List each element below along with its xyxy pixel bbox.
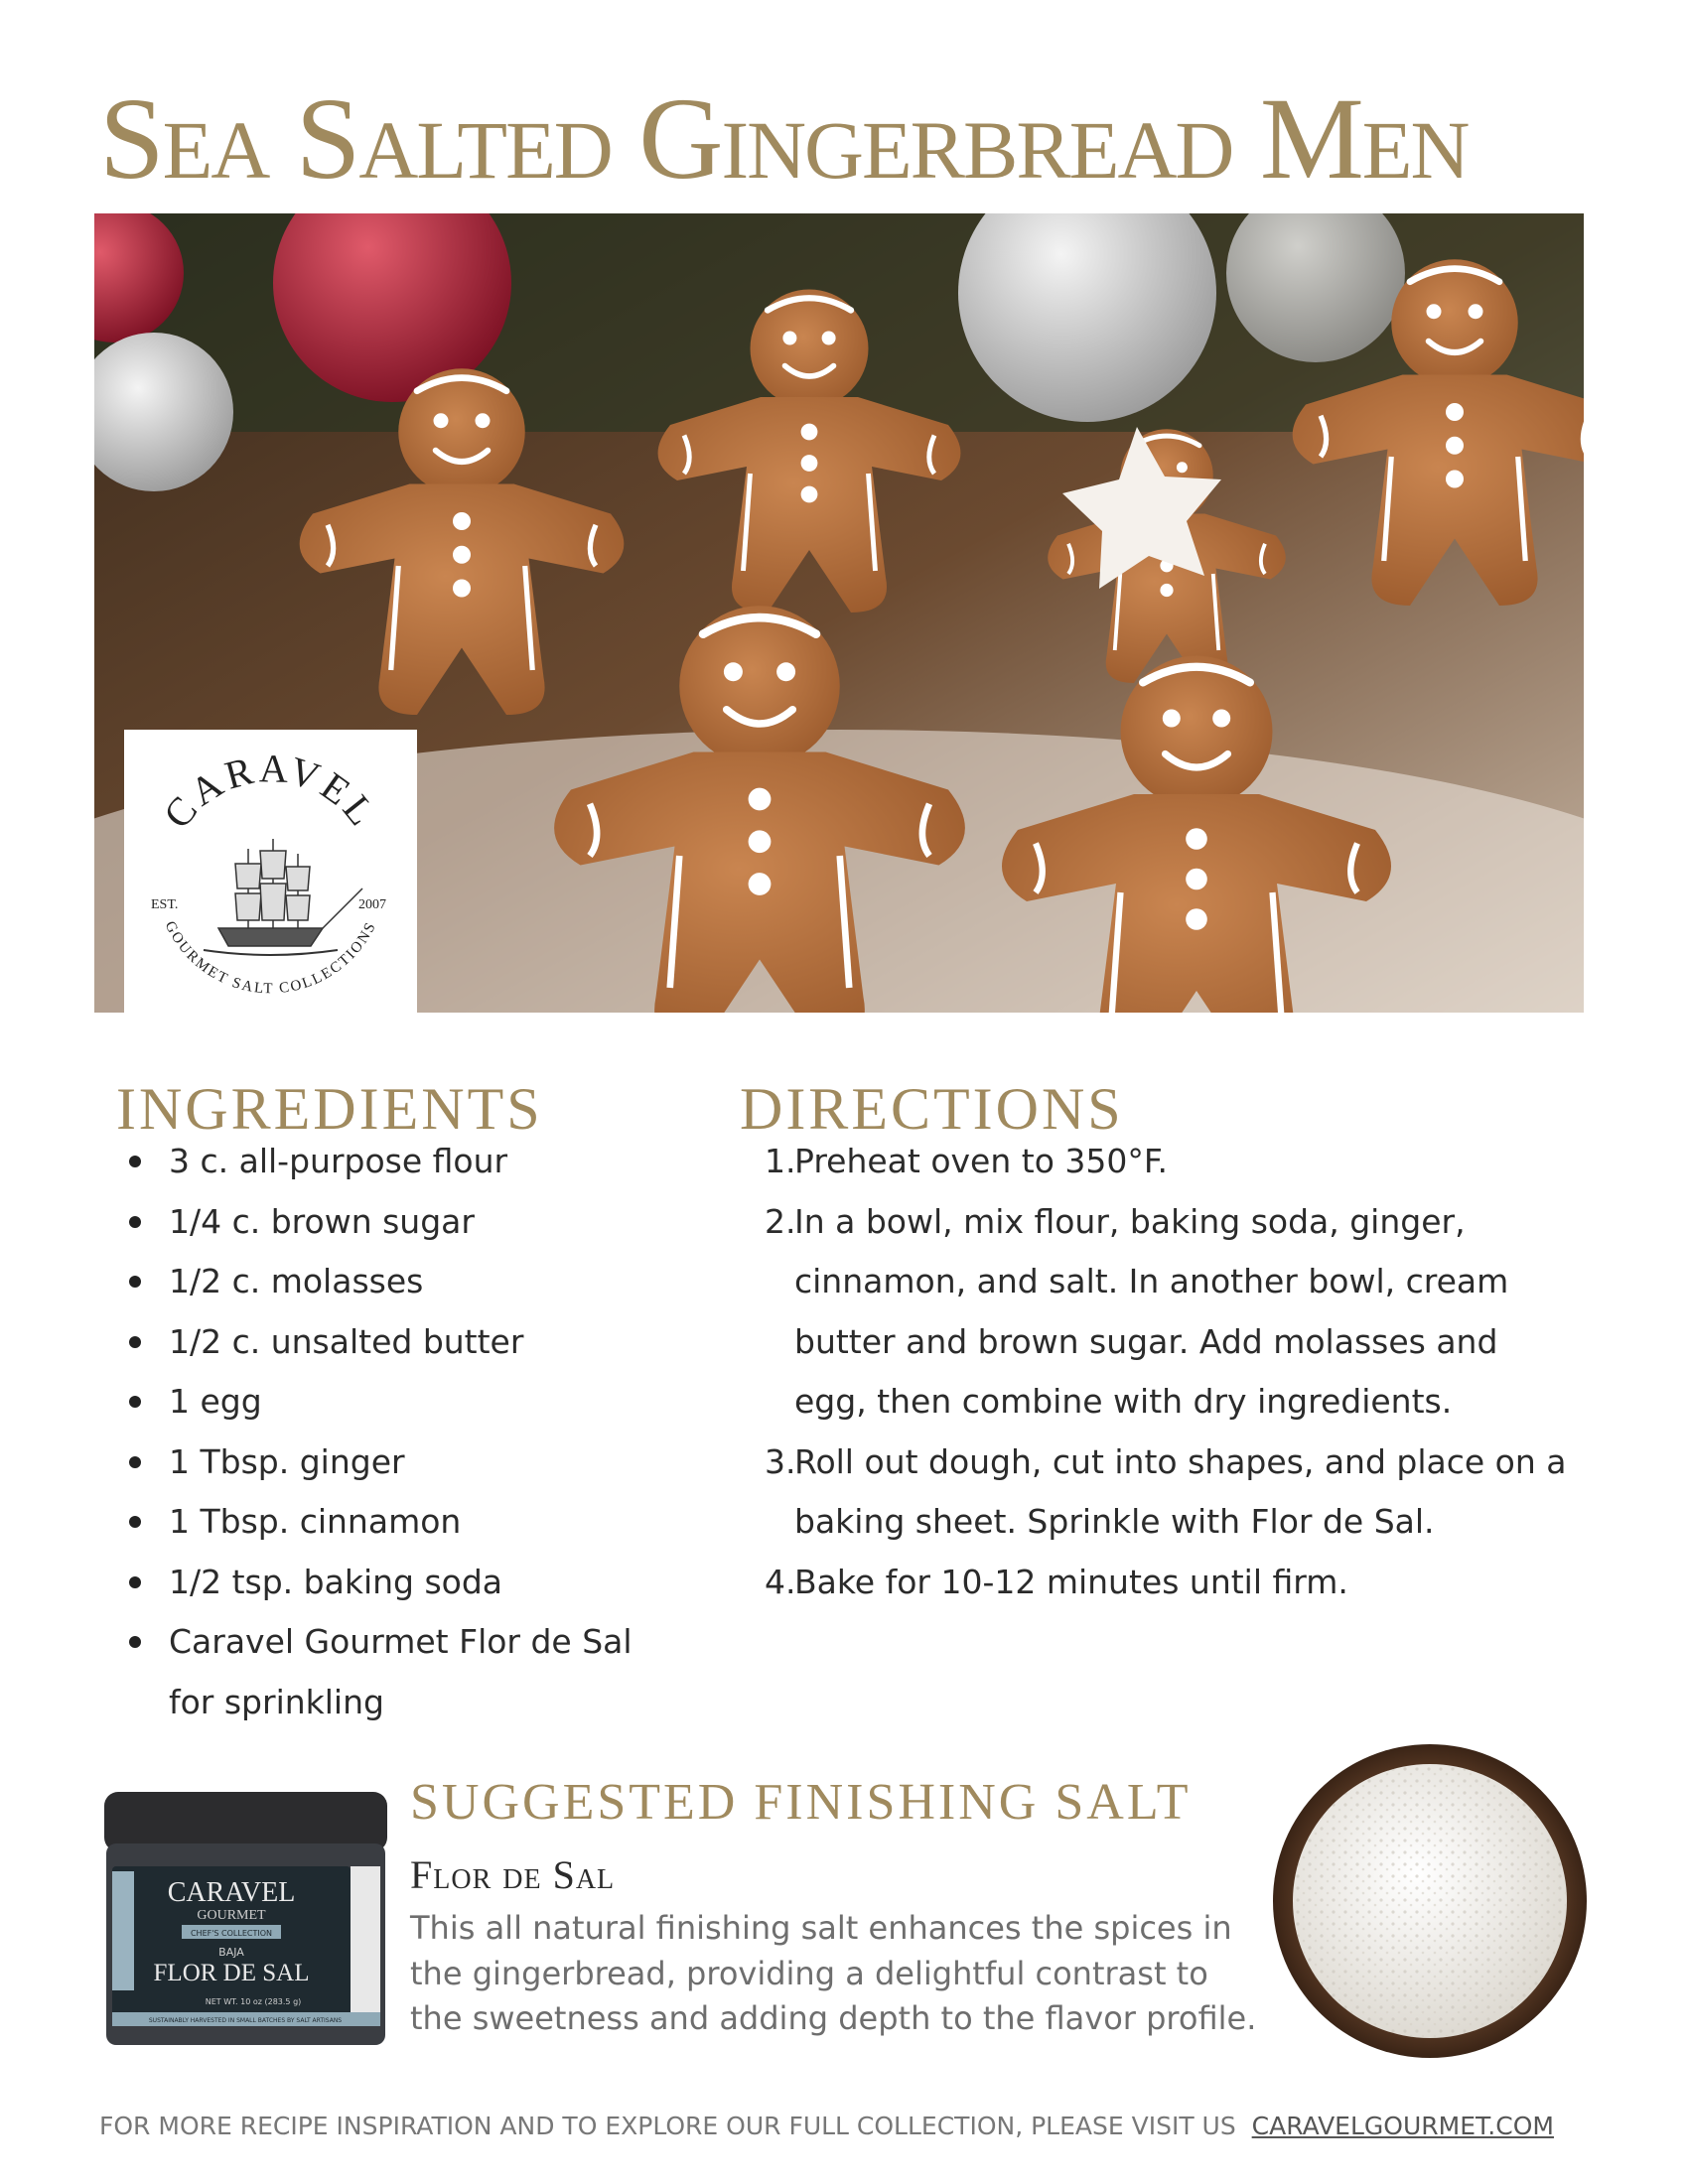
logo-brand: CARAVEL [154,746,387,837]
ingredient-text: 1 Tbsp. ginger [169,1441,405,1481]
bullet-icon [129,1276,141,1288]
ingredient-item [119,1132,675,1192]
ingredient-item [119,1553,675,1613]
page-title: Sea Salted Gingerbread Men [99,73,1469,204]
bullet-icon [129,1636,141,1648]
bullet-icon [129,1396,141,1408]
website-link[interactable]: CARAVELGOURMET.COM [1251,2112,1554,2140]
ingredient-text: 1/2 c. molasses [169,1262,424,1300]
jar-region: BAJA [218,1946,244,1959]
ingredient-item [119,1312,675,1373]
bullet-icon [129,1216,141,1228]
bullet-icon [129,1336,141,1348]
footer-text: FOR MORE RECIPE INSPIRATION AND TO EXPLORE OUR FULL COLLECTION, PLEASE VISIT US [99,2112,1236,2140]
step-number: 3. [765,1441,796,1481]
caravel-logo [124,730,417,1018]
direction-step [755,1132,1579,1192]
logo-tagline: GOURMET SALT COLLECTIONS [161,918,380,998]
bullet-icon [129,1156,141,1167]
logo-est: EST. [151,897,179,912]
ingredient-text: 1 egg [169,1382,262,1421]
ingredient-text: Caravel Gourmet Flor de Sal for sprinkling [169,1622,633,1721]
directions-list [755,1132,1579,1612]
direction-step [755,1553,1579,1613]
jar-weight: NET WT. 10 oz (283.5 g) [205,1997,302,2006]
jar-collection: CHEF'S COLLECTION [190,1929,273,1938]
ship-icon [204,839,362,955]
step-number: 2. [765,1201,796,1241]
footer [99,2112,1589,2140]
bullet-icon [129,1456,141,1468]
logo-year: 2007 [358,897,386,912]
salt-description: This all natural finishing salt enhances the spices in the gingerbread, providing a delightful contrast to the sweetness and adding depth to the flavor profile. [410,1909,1257,2037]
ingredient-item [119,1252,675,1312]
ingredient-item [119,1612,675,1732]
direction-step [755,1192,1579,1433]
salt-name: Flor de Sal [410,1852,616,1897]
jar-sub: GOURMET [197,1908,266,1923]
ingredient-text: 1/4 c. brown sugar [169,1201,475,1241]
ingredients-heading: INGREDIENTS [116,1076,543,1142]
step-text: Bake for 10-12 minutes until firm. [794,1562,1348,1601]
step-text: Preheat oven to 350°F. [794,1142,1169,1180]
direction-step [755,1433,1579,1553]
bullet-icon [129,1576,141,1588]
jar-product: FLOR DE SAL [153,1960,310,1986]
ingredient-text: 1/2 tsp. baking soda [169,1562,503,1601]
ingredient-item [119,1433,675,1493]
ingredient-item [119,1492,675,1553]
ingredients-list [119,1132,675,1732]
step-text: In a bowl, mix flour, baking soda, ginger, cinnamon, and salt. In another bowl, cream butter and brown sugar. Add molasses and egg, then combine with dry ingredients. [794,1201,1509,1421]
ingredient-text: 1 Tbsp. cinnamon [169,1502,462,1541]
directions-heading: DIRECTIONS [740,1076,1124,1142]
ingredient-text: 3 c. all-purpose flour [169,1142,508,1180]
finishing-salt-heading: SUGGESTED FINISHING SALT [410,1774,1192,1831]
salt-bowl-image [1271,1742,1589,2060]
step-number: 1. [765,1142,796,1180]
salt-jar-image [104,1792,387,2045]
svg-text:CARAVEL [155,746,387,836]
jar-footnote: SUSTAINABLY HARVESTED IN SMALL BATCHES BY SALT ARTISANS [148,2017,343,2024]
step-text: Roll out dough, cut into shapes, and place on a baking sheet. Sprinkle with Flor de Sal. [794,1441,1567,1541]
bullet-icon [129,1516,141,1528]
ingredient-text: 1/2 c. unsalted butter [169,1321,524,1361]
step-number: 4. [765,1562,796,1601]
ingredient-item [119,1192,675,1253]
jar-brand: CARAVEL [167,1877,296,1908]
ingredient-item [119,1372,675,1433]
